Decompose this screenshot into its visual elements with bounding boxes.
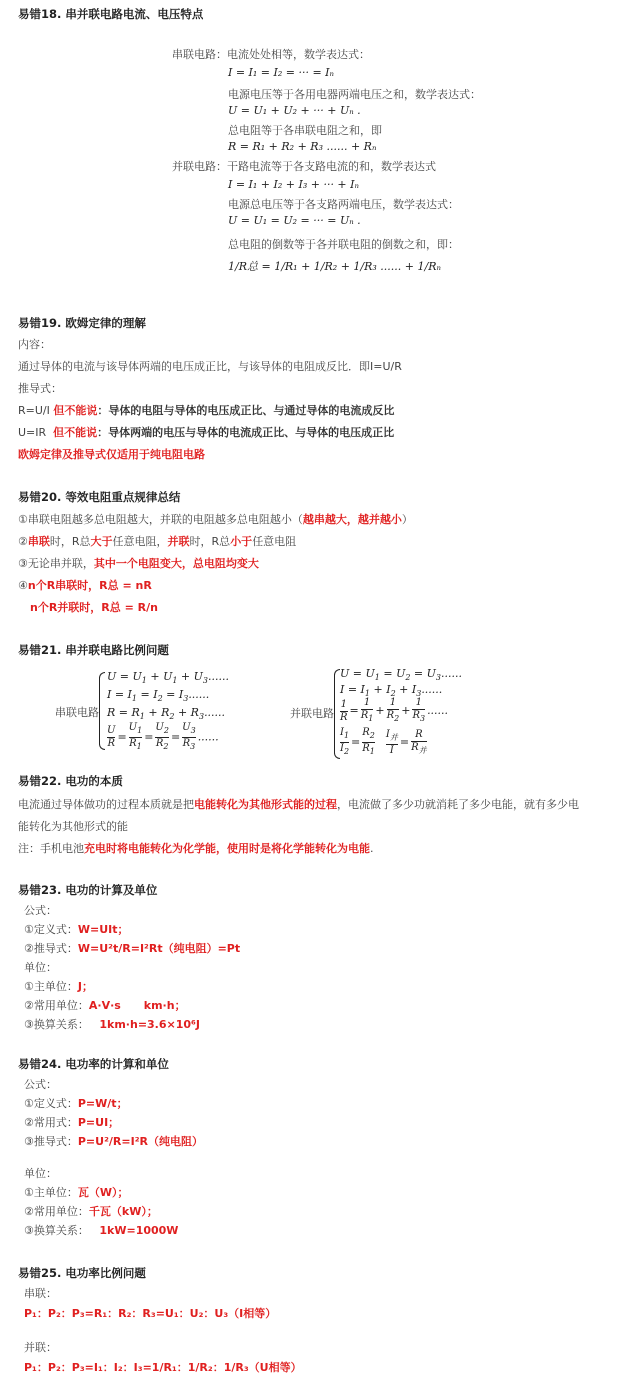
- s23-f2-label: ②推导式：: [24, 942, 78, 955]
- s24-u2-label: ②常用单位：: [24, 1205, 89, 1218]
- s24-f2-value: P=UI；: [77, 1116, 120, 1129]
- s18-parallel-current-eq: I = I₁ + I₂ + I₃ + ··· + Iₙ: [228, 178, 359, 191]
- s20-line1-text: ①串联电阻越多总电阻越大，并联的电阻越多总电阻越小（: [18, 513, 303, 526]
- s21-title: 易错21. 串并联电路比例问题: [18, 643, 169, 657]
- s20-l2-i: 任意电阻: [252, 535, 297, 548]
- s18-series-voltage-eq: U = U₁ + U₂ + ··· + Uₙ .: [228, 104, 361, 117]
- s22-p1-a: 电流通过导体做功的过程本质就是把: [18, 798, 194, 811]
- s19-line1: [18, 402, 394, 418]
- s21-parallel-eq2: $I = I_1 + I_2 + I_3$......: [340, 683, 443, 699]
- s20-line1-end: ）: [401, 513, 413, 526]
- s20-l2-d: 大于: [90, 535, 113, 548]
- s21-parallel-eq1: $U = U_1 = U_2 = U_3$......: [340, 667, 462, 683]
- s18-series-res-text: 总电阻等于各串联电阻之和，即: [228, 124, 382, 137]
- s20-l4-red: n个R串联时，R总 = nR: [27, 579, 152, 592]
- s23-unit-label: 单位：: [24, 961, 57, 974]
- s24-f1: [24, 1095, 128, 1111]
- s20-l3-a: ③无论串并联，: [18, 557, 94, 570]
- s24-u1: [24, 1184, 129, 1200]
- s24-formula-label: 公式：: [24, 1078, 57, 1091]
- s22-p1-line1: [18, 796, 579, 812]
- s21-parallel-eq4: $\frac{I_1}{I_2}$ = $\frac{R_2}{R_1}$ $\frac{I_并}{I}$ = $\frac{R}{R_并}$: [340, 727, 427, 756]
- s19-derived-label: 推导式：: [18, 382, 62, 395]
- s20-line5: n个R并联时，R总 = R/n: [30, 601, 158, 614]
- s23-u1: [24, 978, 93, 994]
- s24-u3-value: 1kW=1000W: [99, 1224, 179, 1237]
- s19-line1-rest: ：导体的电阻与导体的电压成正比、与通过导体的电流成反比: [97, 404, 395, 417]
- s21-series-label: 串联电路: [55, 706, 99, 719]
- s18-series-res-eq: R = R₁ + R₂ + R₃ ...... + Rₙ: [228, 140, 377, 153]
- s18-series-current-eq: I = I₁ = I₂ = ··· = Iₙ: [228, 66, 334, 79]
- s24-title: 易错24. 电功率的计算和单位: [18, 1057, 169, 1071]
- s20-l2-b: 串联: [27, 535, 50, 548]
- s23-f2-value: W=U²t/R=I²Rt（纯电阻）=Pt: [77, 942, 241, 955]
- s23-u1-label: ①主单位：: [24, 980, 78, 993]
- s22-p1-red: 电能转化为其他形式能的过程: [194, 798, 337, 811]
- s20-l2-h: 小于: [230, 535, 253, 548]
- s23-u3-value: 1km·h=3.6×10⁶J: [99, 1018, 200, 1031]
- s18-formula-image: [172, 42, 481, 282]
- s20-l2-f: 并联: [167, 535, 190, 548]
- s18-series-label: 串联电路：电流处处相等，数学表达式：: [172, 48, 370, 61]
- s18-series-voltage-text: 电源电压等于各用电器两端电压之和，数学表达式：: [228, 88, 481, 101]
- s20-line1: [18, 511, 413, 527]
- s23-u2-value: A·V·s km·h；: [88, 999, 186, 1012]
- s24-f1-label: ①定义式：: [24, 1097, 78, 1110]
- s24-f1-value: P=W/t；: [77, 1097, 128, 1110]
- s23-u3-label: ③换算关系：: [24, 1018, 89, 1031]
- s24-u2-value: 千瓦（kW）；: [88, 1205, 158, 1218]
- s19-line2-formula: U=IR: [18, 426, 47, 439]
- s24-f3-value: P=U²/R=I²R（纯电阻）: [77, 1135, 203, 1148]
- s23-f1: [24, 921, 129, 937]
- s24-f3: [24, 1133, 203, 1149]
- s21-series-eq2: $I = I_1 = I_2 = I_3$......: [107, 688, 210, 704]
- s18-title: 易错18. 串并联电路电流、电压特点: [18, 7, 204, 21]
- s18-parallel-voltage-text: 电源总电压等于各支路两端电压，数学表达式：: [228, 198, 459, 211]
- s23-u2: [24, 997, 186, 1013]
- s23-title: 易错23. 电功的计算及单位: [18, 883, 158, 897]
- s23-u1-value: J；: [77, 980, 93, 993]
- s25-series-label: 串联：: [24, 1287, 57, 1300]
- s19-line3: 欧姆定律及推导式仅适用于纯电阻电路: [18, 448, 205, 461]
- s21-series-eq1: $U = U_1 + U_1 + U_3$......: [107, 670, 229, 686]
- s19-title: 易错19. 欧姆定律的理解: [18, 316, 146, 330]
- s24-u3: [24, 1222, 178, 1238]
- s23-u3: [24, 1016, 200, 1032]
- s22-title: 易错22. 电功的本质: [18, 774, 123, 788]
- s20-line4: [18, 577, 152, 593]
- s18-parallel-label: 并联电路：干路电流等于各支路电流的和，数学表达式: [172, 160, 436, 173]
- s21-parallel-eq3: $\frac{1}{R}$ = $\frac{1}{R_1}$ + $\frac{1}{R_2}$ + $\frac{1}{R_3}$ ......: [340, 697, 449, 723]
- s19-line1-red: 但不能说: [53, 404, 98, 417]
- s25-parallel-eq: P₁：P₂：P₃=I₁：I₂：I₃=1/R₁：1/R₂：1/R₃（U相等）: [24, 1361, 302, 1374]
- s24-f2-label: ②常用式：: [24, 1116, 78, 1129]
- s24-f2: [24, 1114, 119, 1130]
- s18-parallel-voltage-eq: U = U₁ = U₂ = ··· = Uₙ .: [228, 214, 361, 227]
- s22-p2-a: 注：手机电池: [18, 842, 84, 855]
- s25-title: 易错25. 电功率比例问题: [18, 1266, 146, 1280]
- s25-parallel-label: 并联：: [24, 1341, 57, 1354]
- s21-series-image: [55, 668, 229, 752]
- s20-line2: [18, 533, 296, 549]
- s19-line1-formula: R=U/I: [18, 404, 50, 417]
- s19-line2-rest: ：导体两端的电压与导体的电流成正比、与导体的电压成正比: [97, 426, 395, 439]
- s23-u2-label: ②常用单位：: [24, 999, 89, 1012]
- s20-l2-g: 时，R总: [189, 535, 231, 548]
- s22-p1-b: ，电流做了多少功就消耗了多少电能，就有多少电: [337, 798, 579, 811]
- s20-line3: [18, 555, 259, 571]
- s24-u1-label: ①主单位：: [24, 1186, 78, 1199]
- s22-p2-red: 充电时将电能转化为化学能，使用时是将化学能转化为电能: [84, 842, 370, 855]
- s18-parallel-res-text: 总电阻的倒数等于各并联电阻的倒数之和，即：: [228, 238, 459, 251]
- s21-parallel-label: 并联电路: [290, 707, 334, 720]
- s24-u2: [24, 1203, 158, 1219]
- s24-unit-label: 单位：: [24, 1167, 57, 1180]
- s24-u3-label: ③换算关系：: [24, 1224, 89, 1237]
- s20-line1-red: 越串越大，越并越小: [302, 513, 402, 526]
- s24-u1-value: 瓦（W）；: [77, 1186, 129, 1199]
- s19-content: 通过导体的电流与该导体两端的电压成正比，与该导体的电阻成反比．即I=U/R: [18, 360, 402, 373]
- s23-formula-label: 公式：: [24, 904, 57, 917]
- s19-line2: [18, 424, 394, 440]
- s24-f3-label: ③推导式：: [24, 1135, 78, 1148]
- s21-parallel-image: [290, 665, 462, 761]
- s19-content-label: 内容：: [18, 338, 51, 351]
- s20-l2-c: 时，R总: [49, 535, 91, 548]
- s22-p2-b: .: [370, 842, 374, 855]
- s20-l4-a: ④: [18, 579, 28, 592]
- s25-series-eq: P₁：P₂：P₃=R₁：R₂：R₃=U₁：U₂：U₃（I相等）: [24, 1307, 277, 1320]
- s21-series-eq3: $R = R_1 + R_2 + R_3$......: [107, 706, 226, 722]
- s22-p1-line2: 能转化为其他形式的能: [18, 820, 128, 833]
- s19-line2-red: 但不能说: [53, 426, 98, 439]
- s20-l2-e: 任意电阻，: [112, 535, 168, 548]
- s18-parallel-res-eq: 1/R总 = 1/R₁ + 1/R₂ + 1/R₃ ...... + 1/Rₙ: [228, 260, 441, 273]
- s23-f1-label: ①定义式：: [24, 923, 78, 936]
- s20-l2-a: ②: [18, 535, 28, 548]
- s20-l3-red: 其中一个电阻变大，总电阻均变大: [93, 557, 259, 570]
- s23-f1-value: W=UIt；: [77, 923, 129, 936]
- s22-p2: [18, 840, 374, 856]
- s20-title: 易错20. 等效电阻重点规律总结: [18, 490, 181, 504]
- s23-f2: [24, 940, 240, 956]
- s21-series-eq4: $\frac{U}{R}$ = $\frac{U_1}{R_1}$ = $\frac{U_2}{R_2}$ = $\frac{U_3}{R_3}$ ......: [107, 722, 219, 751]
